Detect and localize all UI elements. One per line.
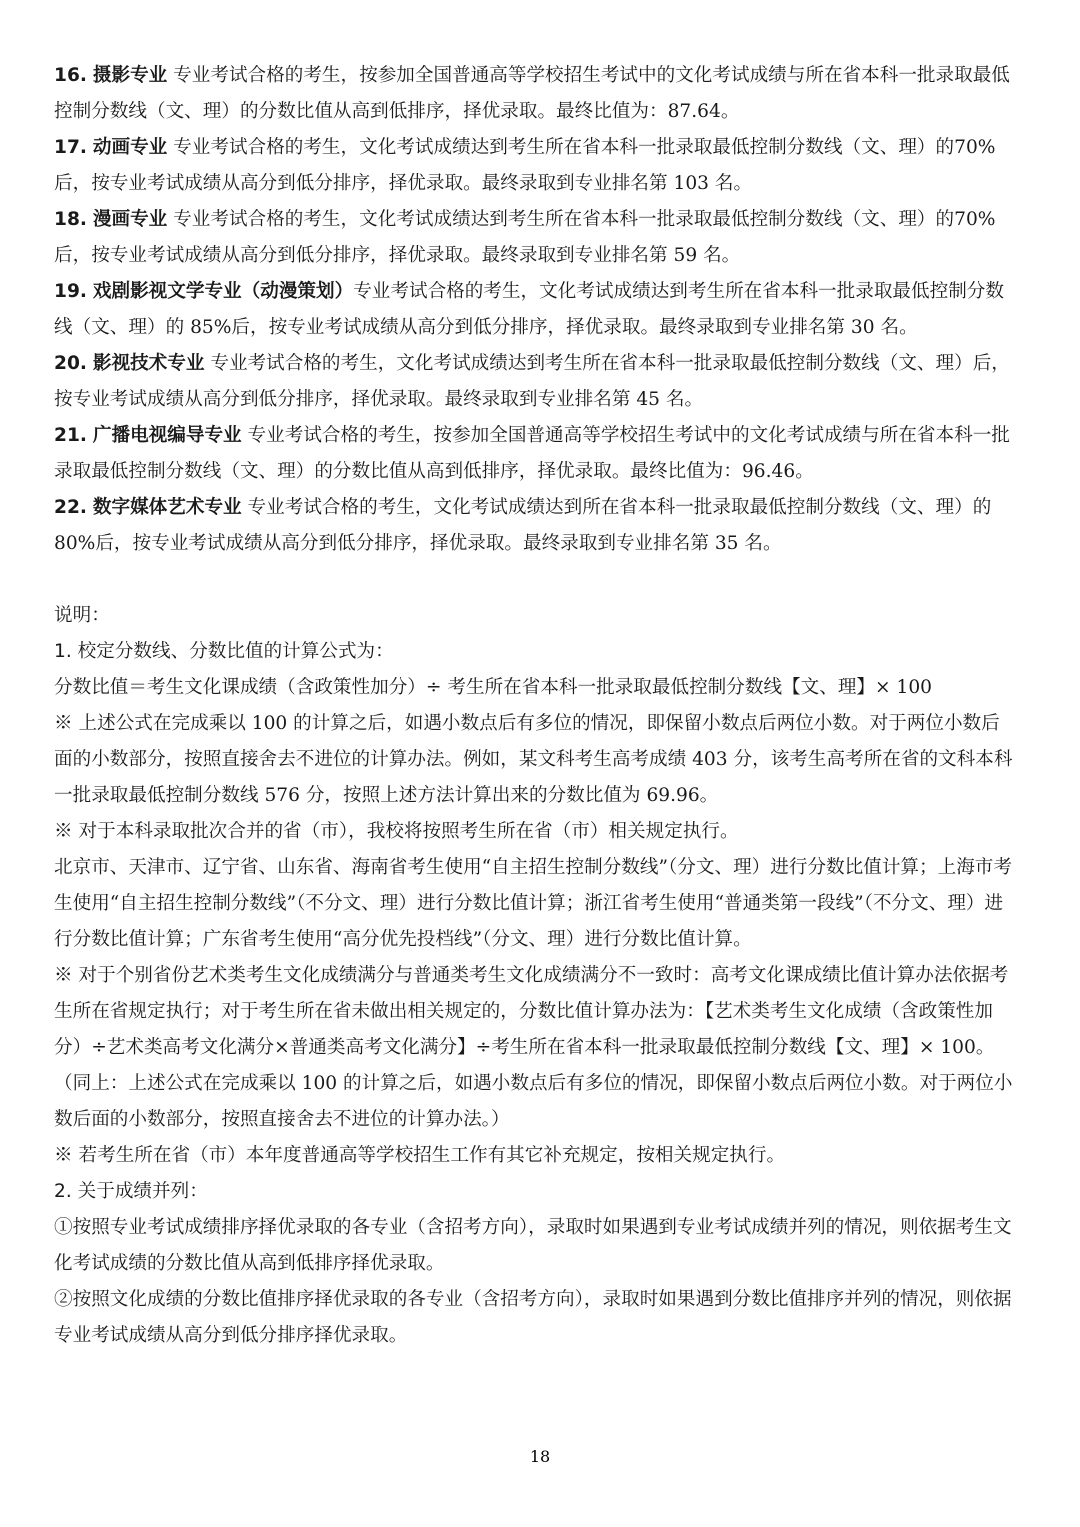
major-name: 动画专业	[92, 137, 168, 158]
major-name: 摄影专业	[92, 65, 168, 86]
entry-number: 17.	[54, 137, 87, 158]
major-name: 数字媒体艺术专业	[92, 497, 242, 518]
major-name: 戏剧影视文学专业（动漫策划）	[92, 281, 354, 302]
entry-number: 19.	[54, 281, 87, 302]
entry-number: 21.	[54, 425, 87, 446]
major-entry-20	[54, 346, 1014, 418]
page-number: 18	[529, 1447, 551, 1466]
note-supplementary: ※ 若考生所在省（市）本年度普通高等学校招生工作有其它补充规定，按相关规定执行。	[54, 1145, 786, 1166]
entry-number: 22.	[54, 497, 87, 518]
major-entry-19	[54, 274, 1014, 346]
tie-rule-2: ②按照文化成绩的分数比值排序择优录取的各专业（含招考方向），录取时如果遇到分数比值排序并列的情况，则依据专业考试成绩从高分到低分排序择优录取。	[54, 1289, 1012, 1346]
notes-section	[54, 598, 1014, 1354]
entry-text: 专业考试合格的考生，文化考试成绩达到考生所在省本科一批录取最低控制分数线（文、理）后，按专业考试成绩从高分到低分排序，择优录取。最终录取到专业排名第 45 名。	[54, 353, 1010, 410]
entry-text: 专业考试合格的考生，按参加全国普通高等学校招生考试中的文化考试成绩与所在省本科一批录取最低控制分数线（文、理）的分数比值从高到低排序，择优录取。最终比值为：96.46。	[54, 425, 1010, 482]
major-list	[54, 58, 1014, 562]
major-name: 影视技术专业	[92, 353, 205, 374]
ratio-formula: 分数比值＝考生文化课成绩（含政策性加分）÷ 考生所在省本科一批录取最低控制分数线【文、理】× 100	[54, 677, 933, 698]
province-rules: 北京市、天津市、辽宁省、山东省、海南省考生使用“自主招生控制分数线”（分文、理）进行分数比值计算；上海市考生使用“自主招生控制分数线”（不分文、理）进行分数比值计算；浙江省考生使用“普通类第一段线”（不分文、理）进行分数比值计算；广东省考生使用“高分优先投档线”（分文、理）进行分数比值计算。	[54, 857, 1012, 950]
section-1-title: 1. 校定分数线、分数比值的计算公式为：	[54, 641, 394, 662]
major-entry-21	[54, 418, 1014, 490]
note-art-full-score: ※ 对于个别省份艺术类考生文化成绩满分与普通类考生文化成绩满分不一致时：高考文化课成绩比值计算办法依据考生所在省规定执行；对于考生所在省未做出相关规定的，分数比值计算办法为：【艺术类考生文化成绩（含政策性加分）÷艺术类高考文化满分×普通类高考文化满分】÷考生所在省本科一批录取最低控制分数线【文、理】× 100。（同上：上述公式在完成乘以 100 的计算之后，如遇小数点后有多位的情况，即保留小数点后两位小数。对于两位小数后面的小数部分，按照直接舍去不进位的计算办法。）	[54, 965, 1013, 1130]
note-rounding: ※ 上述公式在完成乘以 100 的计算之后，如遇小数点后有多位的情况，即保留小数点后两位小数。对于两位小数后面的小数部分，按照直接舍去不进位的计算办法。例如，某文科考生高考成绩 403 分，该考生高考所在省的文科本科一批录取最低控制分数线 576 分，按照上述方法计算出来的分数比值为 69.96。	[54, 713, 1013, 806]
entry-text: 专业考试合格的考生，文化考试成绩达到所在省本科一批录取最低控制分数线（文、理）的 80%后，按专业考试成绩从高分到低分排序，择优录取。最终录取到专业排名第 35 名。	[54, 497, 992, 554]
major-name: 广播电视编导专业	[92, 425, 242, 446]
entry-number: 16.	[54, 65, 87, 86]
entry-text: 专业考试合格的考生，文化考试成绩达到考生所在省本科一批录取最低控制分数线（文、理）的70%后，按专业考试成绩从高分到低分排序，择优录取。最终录取到专业排名第 103 名。	[54, 137, 996, 194]
major-entry-22	[54, 490, 1014, 562]
major-entry-16	[54, 58, 1014, 130]
entry-number: 20.	[54, 353, 87, 374]
major-entry-18	[54, 202, 1014, 274]
entry-text: 专业考试合格的考生，按参加全国普通高等学校招生考试中的文化考试成绩与所在省本科一批录取最低控制分数线（文、理）的分数比值从高到低排序，择优录取。最终比值为：87.64。	[54, 65, 1010, 122]
major-entry-17	[54, 130, 1014, 202]
entry-number: 18.	[54, 209, 87, 230]
section-2-title: 2. 关于成绩并列：	[54, 1181, 208, 1202]
entry-text: 专业考试合格的考生，文化考试成绩达到考生所在省本科一批录取最低控制分数线（文、理）的 85%后，按专业考试成绩从高分到低分排序，择优录取。最终录取到专业排名第 30 名。	[54, 281, 1004, 338]
tie-rule-1: ①按照专业考试成绩排序择优录取的各专业（含招考方向），录取时如果遇到专业考试成绩并列的情况，则依据考生文化考试成绩的分数比值从高到低排序择优录取。	[54, 1217, 1012, 1274]
entry-text: 专业考试合格的考生，文化考试成绩达到考生所在省本科一批录取最低控制分数线（文、理）的70%后，按专业考试成绩从高分到低分排序，择优录取。最终录取到专业排名第 59 名。	[54, 209, 996, 266]
major-name: 漫画专业	[92, 209, 168, 230]
note-merged-batches: ※ 对于本科录取批次合并的省（市），我校将按照考生所在省（市）相关规定执行。	[54, 821, 739, 842]
notes-title: 说明：	[54, 605, 110, 626]
